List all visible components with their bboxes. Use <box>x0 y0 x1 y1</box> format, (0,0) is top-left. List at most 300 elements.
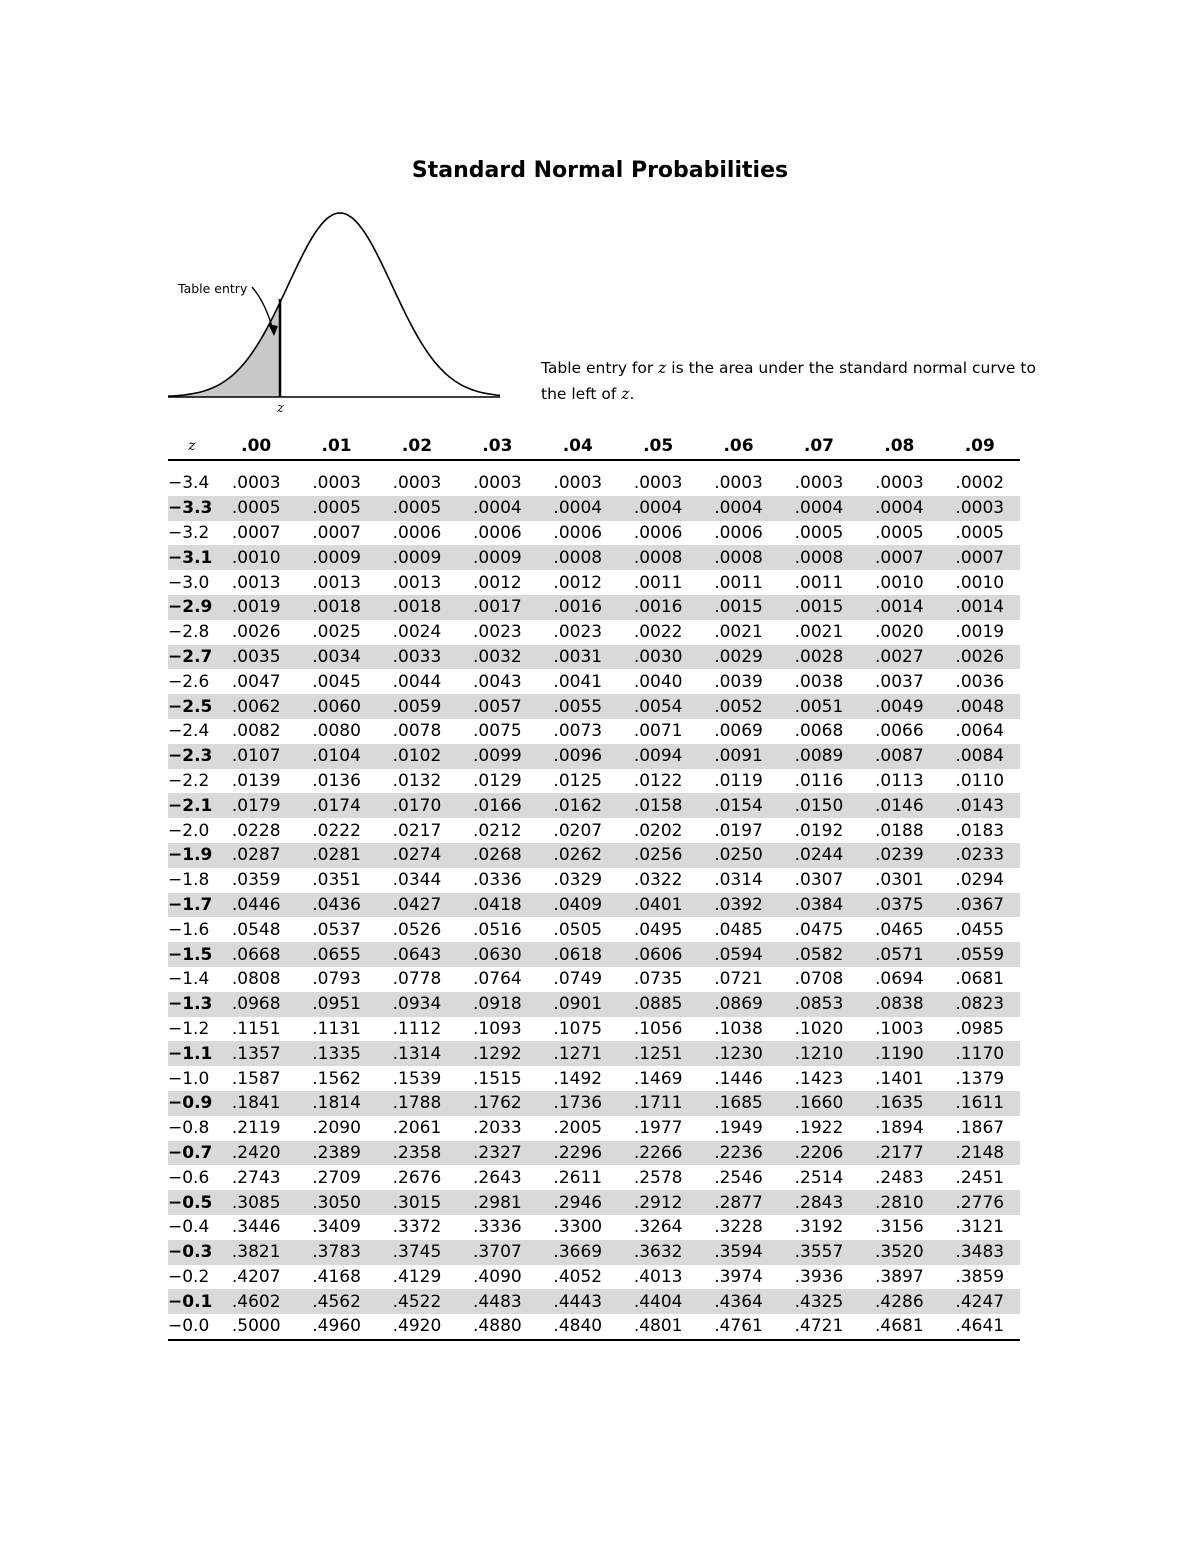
probability-cell: .0022 <box>633 622 683 643</box>
probability-cell: .0089 <box>779 744 859 769</box>
probability-cell: .3783 <box>296 1240 376 1265</box>
table-row <box>168 669 1020 694</box>
z-value-cell: −1.3 <box>168 992 216 1017</box>
probability-cell: .0006 <box>714 522 763 543</box>
probability-cell: .0099 <box>457 744 537 769</box>
probability-cell: .4483 <box>457 1289 537 1314</box>
normal-curve-figure <box>168 205 508 425</box>
probability-cell: .0838 <box>859 992 939 1017</box>
probability-cell: .0359 <box>231 870 281 891</box>
probability-cell: .0009 <box>377 545 457 570</box>
probability-cell: .0274 <box>377 843 457 868</box>
probability-cell: .3264 <box>633 1217 683 1238</box>
probability-cell: .0031 <box>538 645 618 670</box>
probability-cell: .1292 <box>457 1041 537 1066</box>
probability-cell: .2743 <box>231 1167 281 1188</box>
probability-cell: .0146 <box>859 793 939 818</box>
probability-cell: .0132 <box>392 770 442 791</box>
probability-cell: .0012 <box>553 572 603 593</box>
table-row <box>168 942 1020 967</box>
table-row <box>168 694 1020 719</box>
probability-cell: .0003 <box>392 473 442 494</box>
probability-cell: .1093 <box>473 1018 522 1039</box>
probability-cell: .1711 <box>618 1091 698 1116</box>
probability-cell: .0008 <box>538 545 618 570</box>
probability-cell: .1020 <box>794 1018 844 1039</box>
z-value-cell: −2.4 <box>168 721 210 742</box>
probability-cell: .2676 <box>392 1167 442 1188</box>
probability-cell: .0183 <box>955 820 1005 841</box>
probability-cell: .3707 <box>457 1240 537 1265</box>
probability-cell: .1271 <box>538 1041 618 1066</box>
probability-cell: .4801 <box>618 1314 698 1340</box>
probability-cell: .3228 <box>714 1217 763 1238</box>
table-caption: Table entry for z is the area under the standard normal curve to the left of z. <box>541 359 1036 403</box>
probability-cell: .1611 <box>940 1091 1020 1116</box>
probability-cell: .0064 <box>955 721 1005 742</box>
probability-cell: .0038 <box>794 671 844 692</box>
probability-cell: .2148 <box>940 1141 1020 1166</box>
probability-cell: .3897 <box>874 1266 924 1287</box>
probability-cell: .0808 <box>231 969 281 990</box>
probability-cell: .0003 <box>714 473 763 494</box>
probability-cell: .0158 <box>618 793 698 818</box>
probability-cell: .0918 <box>457 992 537 1017</box>
probability-cell: .0037 <box>874 671 924 692</box>
probability-cell: .2709 <box>312 1167 361 1188</box>
probability-cell: .1922 <box>794 1118 844 1139</box>
probability-cell: .2546 <box>714 1167 763 1188</box>
probability-cell: .0013 <box>392 572 442 593</box>
table-row <box>168 917 1020 942</box>
probability-cell: .0537 <box>312 919 361 940</box>
z-value-cell: −2.7 <box>168 645 216 670</box>
probability-cell: .0465 <box>874 919 924 940</box>
probability-cell: .0202 <box>633 820 683 841</box>
probability-cell: .0009 <box>457 545 537 570</box>
probability-cell: .0033 <box>377 645 457 670</box>
probability-cell: .0475 <box>794 919 844 940</box>
probability-cell: .0436 <box>296 893 376 918</box>
probability-cell: .1685 <box>698 1091 778 1116</box>
z-value-cell: −0.5 <box>168 1190 216 1215</box>
probability-cell: .0026 <box>231 622 281 643</box>
probability-cell: .0721 <box>714 969 763 990</box>
probability-cell: .2946 <box>538 1190 618 1215</box>
probability-cell: .0024 <box>392 622 442 643</box>
table-row <box>168 719 1020 744</box>
probability-cell: .0003 <box>794 473 844 494</box>
z-value-cell: −1.7 <box>168 893 216 918</box>
probability-cell: .0082 <box>231 721 281 742</box>
probability-cell: .0793 <box>312 969 361 990</box>
z-value-cell: −2.9 <box>168 595 216 620</box>
probability-cell: .0094 <box>618 744 698 769</box>
z-value-cell: −2.2 <box>168 770 210 791</box>
probability-cell: .0934 <box>377 992 457 1017</box>
probability-cell: .2776 <box>940 1190 1020 1215</box>
probability-cell: .0192 <box>794 820 844 841</box>
probability-cell: .4562 <box>296 1289 376 1314</box>
probability-cell: .3483 <box>940 1240 1020 1265</box>
bell-curve <box>168 213 500 396</box>
probability-cell: .4090 <box>473 1266 522 1287</box>
probability-cell: .0119 <box>714 770 763 791</box>
probability-cell: .0013 <box>231 572 281 593</box>
probability-cell: .0268 <box>457 843 537 868</box>
probability-cell: .0322 <box>633 870 683 891</box>
probability-cell: .4129 <box>392 1266 442 1287</box>
z-table <box>168 433 1020 1341</box>
probability-cell: .1423 <box>794 1068 844 1089</box>
z-value-cell: −3.0 <box>168 572 210 593</box>
probability-cell: .0294 <box>955 870 1005 891</box>
probability-cell: .0048 <box>940 694 1020 719</box>
table-row <box>168 460 1020 496</box>
probability-cell: .3121 <box>955 1217 1005 1238</box>
probability-cell: .2236 <box>698 1141 778 1166</box>
probability-cell: .0004 <box>859 496 939 521</box>
probability-cell: .0011 <box>633 572 683 593</box>
probability-cell: .0409 <box>538 893 618 918</box>
probability-cell: .0749 <box>553 969 603 990</box>
header-col: .03 <box>457 433 537 460</box>
probability-cell: .0735 <box>633 969 683 990</box>
probability-cell: .0336 <box>473 870 522 891</box>
probability-cell: .2119 <box>231 1118 281 1139</box>
table-row <box>168 1066 1020 1091</box>
z-value-cell: −3.4 <box>168 473 210 494</box>
table-row <box>168 769 1020 794</box>
probability-cell: .0096 <box>538 744 618 769</box>
probability-cell: .4325 <box>779 1289 859 1314</box>
probability-cell: .0041 <box>553 671 603 692</box>
probability-cell: .0008 <box>779 545 859 570</box>
probability-cell: .0003 <box>231 473 281 494</box>
probability-cell: .1492 <box>553 1068 603 1089</box>
probability-cell: .3300 <box>553 1217 603 1238</box>
probability-cell: .0010 <box>874 572 924 593</box>
probability-cell: .0003 <box>940 496 1020 521</box>
probability-cell: .0985 <box>955 1018 1005 1039</box>
probability-cell: .0059 <box>377 694 457 719</box>
probability-cell: .0021 <box>794 622 844 643</box>
probability-cell: .0023 <box>473 622 522 643</box>
probability-cell: .0003 <box>312 473 361 494</box>
probability-cell: .1075 <box>553 1018 603 1039</box>
probability-cell: .1469 <box>633 1068 683 1089</box>
probability-cell: .0005 <box>296 496 376 521</box>
probability-cell: .0418 <box>457 893 537 918</box>
probability-cell: .0885 <box>618 992 698 1017</box>
table-row <box>168 1116 1020 1141</box>
probability-cell: .0262 <box>538 843 618 868</box>
probability-cell: .1788 <box>377 1091 457 1116</box>
z-value-cell: −0.8 <box>168 1118 210 1139</box>
table-row <box>168 893 1020 918</box>
probability-cell: .2578 <box>633 1167 683 1188</box>
probability-cell: .0392 <box>698 893 778 918</box>
probability-cell: .0006 <box>392 522 442 543</box>
z-value-cell: −1.4 <box>168 969 210 990</box>
z-value-cell: −0.0 <box>168 1314 216 1340</box>
probability-cell: .0060 <box>296 694 376 719</box>
probability-cell: .0007 <box>940 545 1020 570</box>
page-title: Standard Normal Probabilities <box>411 158 789 183</box>
probability-cell: .0233 <box>940 843 1020 868</box>
probability-cell: .3015 <box>377 1190 457 1215</box>
probability-cell: .1401 <box>874 1068 924 1089</box>
probability-cell: .0080 <box>312 721 361 742</box>
probability-cell: .0006 <box>553 522 603 543</box>
probability-cell: .0049 <box>859 694 939 719</box>
probability-cell: .2061 <box>392 1118 442 1139</box>
probability-cell: .0143 <box>940 793 1020 818</box>
header-col: .04 <box>538 433 618 460</box>
table-row <box>168 496 1020 521</box>
table-row <box>168 620 1020 645</box>
probability-cell: .0020 <box>874 622 924 643</box>
probability-cell: .0853 <box>779 992 859 1017</box>
probability-cell: .4013 <box>633 1266 683 1287</box>
probability-cell: .1635 <box>859 1091 939 1116</box>
probability-cell: .0044 <box>392 671 442 692</box>
probability-cell: .0228 <box>231 820 281 841</box>
probability-cell: .0007 <box>231 522 281 543</box>
z-value-cell: −3.3 <box>168 496 216 521</box>
probability-cell: .1038 <box>714 1018 763 1039</box>
probability-cell: .4286 <box>859 1289 939 1314</box>
probability-cell: .0068 <box>794 721 844 742</box>
probability-cell: .4602 <box>216 1289 296 1314</box>
z-value-cell: −1.5 <box>168 942 216 967</box>
probability-cell: .1814 <box>296 1091 376 1116</box>
probability-cell: .3557 <box>779 1240 859 1265</box>
probability-cell: .0017 <box>457 595 537 620</box>
probability-cell: .4247 <box>940 1289 1020 1314</box>
probability-cell: .0559 <box>940 942 1020 967</box>
probability-cell: .2327 <box>457 1141 537 1166</box>
probability-cell: .0455 <box>955 919 1005 940</box>
table-entry-label: Table entry <box>178 281 248 296</box>
table-row <box>168 645 1020 670</box>
probability-cell: .0035 <box>216 645 296 670</box>
probability-cell: .0384 <box>779 893 859 918</box>
probability-cell: .0008 <box>698 545 778 570</box>
probability-cell: .3446 <box>231 1217 281 1238</box>
probability-cell: .0256 <box>618 843 698 868</box>
probability-cell: .0681 <box>955 969 1005 990</box>
probability-cell: .2358 <box>377 1141 457 1166</box>
table-row <box>168 1017 1020 1042</box>
probability-cell: .2643 <box>473 1167 522 1188</box>
probability-cell: .0010 <box>955 572 1005 593</box>
header-col: .09 <box>940 433 1020 460</box>
probability-cell: .1660 <box>779 1091 859 1116</box>
probability-cell: .0047 <box>231 671 281 692</box>
probability-cell: .3745 <box>377 1240 457 1265</box>
probability-cell: .0367 <box>940 893 1020 918</box>
probability-cell: .0764 <box>473 969 522 990</box>
probability-cell: .0075 <box>473 721 522 742</box>
probability-cell: .1357 <box>216 1041 296 1066</box>
probability-cell: .0007 <box>859 545 939 570</box>
probability-cell: .3372 <box>392 1217 442 1238</box>
z-axis-label: z <box>277 401 284 416</box>
probability-cell: .2420 <box>216 1141 296 1166</box>
probability-cell: .0110 <box>955 770 1005 791</box>
probability-cell: .2033 <box>473 1118 522 1139</box>
probability-cell: .3669 <box>538 1240 618 1265</box>
probability-cell: .0207 <box>553 820 603 841</box>
probability-cell: .4168 <box>312 1266 361 1287</box>
probability-cell: .1112 <box>392 1018 442 1039</box>
probability-cell: .0116 <box>794 770 844 791</box>
table-row <box>168 843 1020 868</box>
z-value-cell: −1.2 <box>168 1018 210 1039</box>
probability-cell: .4681 <box>859 1314 939 1340</box>
probability-cell: .0002 <box>955 473 1005 494</box>
probability-cell: .0582 <box>779 942 859 967</box>
probability-cell: .1515 <box>473 1068 522 1089</box>
probability-cell: .1251 <box>618 1041 698 1066</box>
table-row <box>168 545 1020 570</box>
probability-cell: .0025 <box>312 622 361 643</box>
probability-cell: .0548 <box>231 919 281 940</box>
probability-cell: .1190 <box>859 1041 939 1066</box>
probability-cell: .0032 <box>457 645 537 670</box>
probability-cell: .4761 <box>698 1314 778 1340</box>
probability-cell: .1867 <box>955 1118 1005 1139</box>
probability-cell: .0057 <box>457 694 537 719</box>
probability-cell: .0344 <box>392 870 442 891</box>
probability-cell: .0034 <box>296 645 376 670</box>
probability-cell: .0026 <box>940 645 1020 670</box>
probability-cell: .0078 <box>392 721 442 742</box>
table-row <box>168 1240 1020 1265</box>
probability-cell: .0136 <box>312 770 361 791</box>
probability-cell: .4404 <box>618 1289 698 1314</box>
z-value-cell: −0.1 <box>168 1289 216 1314</box>
probability-cell: .0222 <box>312 820 361 841</box>
probability-cell: .0055 <box>538 694 618 719</box>
probability-cell: .0505 <box>553 919 603 940</box>
probability-cell: .3859 <box>955 1266 1005 1287</box>
probability-cell: .0239 <box>859 843 939 868</box>
table-row <box>168 1165 1020 1190</box>
probability-cell: .0014 <box>940 595 1020 620</box>
probability-cell: .0009 <box>296 545 376 570</box>
probability-cell: .0011 <box>714 572 763 593</box>
table-row <box>168 1041 1020 1066</box>
probability-cell: .2389 <box>296 1141 376 1166</box>
probability-cell: .0004 <box>618 496 698 521</box>
probability-cell: .3632 <box>618 1240 698 1265</box>
probability-cell: .0007 <box>312 522 361 543</box>
probability-cell: .0011 <box>794 572 844 593</box>
table-row <box>168 1215 1020 1240</box>
probability-cell: .2177 <box>859 1141 939 1166</box>
probability-cell: .4641 <box>940 1314 1020 1340</box>
probability-cell: .0084 <box>940 744 1020 769</box>
probability-cell: .1230 <box>698 1041 778 1066</box>
z-value-cell: −0.4 <box>168 1217 210 1238</box>
z-value-cell: −1.0 <box>168 1068 210 1089</box>
probability-cell: .4840 <box>538 1314 618 1340</box>
probability-cell: .0043 <box>473 671 522 692</box>
probability-cell: .0073 <box>553 721 603 742</box>
probability-cell: .0869 <box>698 992 778 1017</box>
probability-cell: .1314 <box>377 1041 457 1066</box>
table-row <box>168 1289 1020 1314</box>
table-row <box>168 1314 1020 1340</box>
probability-cell: .0040 <box>633 671 683 692</box>
z-value-cell: −0.9 <box>168 1091 216 1116</box>
table-row <box>168 818 1020 843</box>
probability-cell: .0307 <box>794 870 844 891</box>
probability-cell: .3156 <box>874 1217 924 1238</box>
table-row <box>168 967 1020 992</box>
probability-cell: .3085 <box>216 1190 296 1215</box>
probability-cell: .2005 <box>553 1118 603 1139</box>
z-value-cell: −1.6 <box>168 919 210 940</box>
z-value-cell: −2.3 <box>168 744 216 769</box>
probability-cell: .0823 <box>940 992 1020 1017</box>
probability-cell: .0012 <box>473 572 522 593</box>
probability-cell: .0005 <box>955 522 1005 543</box>
probability-cell: .3336 <box>473 1217 522 1238</box>
probability-cell: .1379 <box>955 1068 1005 1089</box>
header-col: .07 <box>779 433 859 460</box>
probability-cell: .3821 <box>216 1240 296 1265</box>
probability-cell: .1131 <box>312 1018 361 1039</box>
z-value-cell: −1.1 <box>168 1041 216 1066</box>
probability-cell: .0027 <box>859 645 939 670</box>
probability-cell: .0281 <box>296 843 376 868</box>
probability-cell: .0102 <box>377 744 457 769</box>
header-col: .05 <box>618 433 698 460</box>
header-col: .02 <box>377 433 457 460</box>
probability-cell: .0045 <box>312 671 361 692</box>
z-value-cell: −1.8 <box>168 870 210 891</box>
z-value-cell: −1.9 <box>168 843 216 868</box>
probability-cell: .0594 <box>698 942 778 967</box>
probability-cell: .1949 <box>714 1118 763 1139</box>
probability-cell: .0162 <box>538 793 618 818</box>
probability-cell: .0003 <box>553 473 603 494</box>
probability-cell: .0091 <box>698 744 778 769</box>
probability-cell: .0139 <box>231 770 281 791</box>
probability-cell: .0028 <box>779 645 859 670</box>
probability-cell: .0166 <box>457 793 537 818</box>
table-row <box>168 744 1020 769</box>
header-z: z <box>168 433 216 460</box>
probability-cell: .0526 <box>392 919 442 940</box>
header-col: .08 <box>859 433 939 460</box>
header-col: .06 <box>698 433 778 460</box>
probability-cell: .0015 <box>779 595 859 620</box>
probability-cell: .0036 <box>955 671 1005 692</box>
probability-cell: .1736 <box>538 1091 618 1116</box>
probability-cell: .0968 <box>216 992 296 1017</box>
probability-cell: .0003 <box>874 473 924 494</box>
probability-cell: .2206 <box>779 1141 859 1166</box>
table-row <box>168 1190 1020 1215</box>
probability-cell: .0018 <box>296 595 376 620</box>
z-value-cell: −2.5 <box>168 694 216 719</box>
z-value-cell: −0.2 <box>168 1266 210 1287</box>
probability-cell: .4443 <box>538 1289 618 1314</box>
